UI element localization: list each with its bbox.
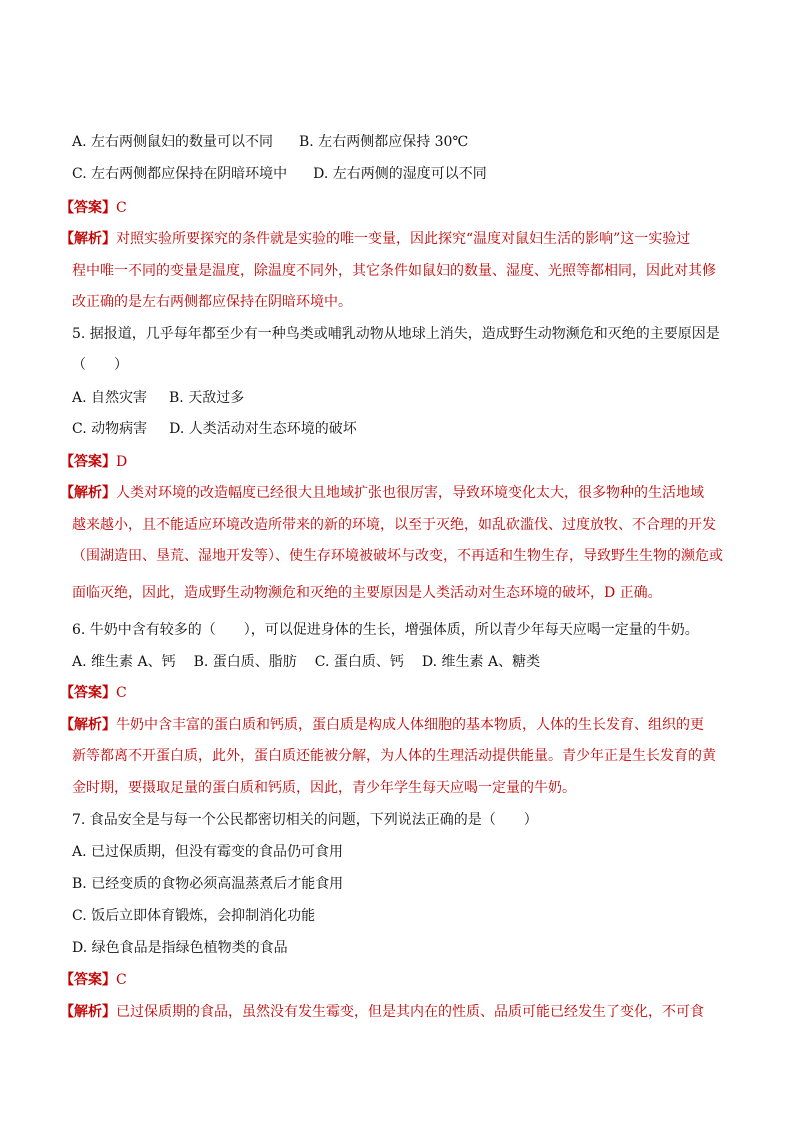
q6-question: 6. 牛奶中含有较多的（ ），可以促进身体的生长，增强体质，所以青少年每天应喝一定量的牛奶。 [72, 622, 699, 638]
analysis-text: 已过保质期的食品，虽然没有发生霉变，但是其内在的性质、品质可能已经发生了变化，不可食 [116, 1004, 704, 1020]
q5-analysis-line-2: 越来越小，且不能适应环境改造所带来的新的环境，以至于灭绝，如乱砍滥伐、过度放牧、不合理的开发 [72, 517, 716, 533]
answer-tag: 【答案】 [60, 972, 116, 988]
q6-answer [60, 683, 127, 703]
analysis-text: 对照实验所要探究的条件就是实验的唯一变量，因此探究“温度对鼠妇生活的影响”这一实验过 [116, 231, 691, 247]
q6-option-b: B. 蛋白质、脂肪 [193, 654, 297, 670]
q7-option-d: D. 绿色食品是指绿色植物类的食品 [72, 940, 288, 956]
q7-option-c: C. 饭后立即体育锻炼，会抑制消化功能 [72, 908, 316, 924]
q4-option-b: B. 左右两侧都应保持 30℃ [299, 134, 469, 150]
q5-analysis-line-1 [60, 483, 704, 503]
q7-option-a: A. 已过保质期，但没有霉变的食品仍可食用 [72, 844, 344, 860]
answer-tag: 【答案】 [60, 454, 116, 470]
q7-question: 7. 食品安全是与每一个公民都密切相关的问题，下列说法正确的是（ ） [72, 812, 538, 828]
analysis-tag: 【解析】 [60, 231, 116, 247]
q4-analysis-line-3: 改正确的是左右两侧都应保持在阴暗环境中。 [72, 294, 352, 310]
answer-value: C [116, 200, 127, 216]
q6-option-d: D. 维生素 A、糖类 [421, 654, 541, 670]
q4-options-row-ab [72, 132, 468, 152]
q7-answer [60, 970, 127, 990]
q5-question-line-1: 5. 据报道，几乎每年都至少有一种鸟类或哺乳动物从地球上消失，造成野生动物濒危和灭绝的主要原因是 [72, 326, 720, 342]
answer-value: C [116, 972, 127, 988]
q6-options-row [72, 652, 540, 672]
analysis-tag: 【解析】 [60, 717, 116, 733]
q4-options-row-cd [72, 164, 487, 184]
analysis-tag: 【解析】 [60, 1004, 116, 1020]
analysis-tag: 【解析】 [60, 485, 116, 501]
answer-value: D [116, 454, 128, 470]
q5-analysis-line-4: 面临灭绝，因此，造成野生动物濒危和灭绝的主要原因是人类活动对生态环境的破坏，D 正确。 [72, 585, 662, 601]
q6-analysis-line-3: 金时期，要摄取足量的蛋白质和钙质，因此，青少年学生每天应喝一定量的牛奶。 [72, 780, 576, 796]
q5-options-row-ab [72, 388, 244, 408]
q5-options-row-cd [72, 419, 357, 439]
answer-tag: 【答案】 [60, 685, 116, 701]
q6-option-a: A. 维生素 A、钙 [72, 654, 176, 670]
q4-option-d: D. 左右两侧的湿度可以不同 [313, 166, 487, 182]
answer-value: C [116, 685, 127, 701]
q4-analysis-line-2: 程中唯一不同的变量是温度，除温度不同外，其它条件如鼠妇的数量、湿度、光照等都相同，因此对其修 [72, 263, 716, 279]
q5-option-d: D. 人类活动对生态环境的破坏 [169, 421, 357, 437]
q5-answer [60, 452, 127, 472]
q6-analysis-line-2: 新等都离不开蛋白质，此外，蛋白质还能被分解，为人体的生理活动提供能量。青少年正是生长发育的黄 [72, 748, 716, 764]
q4-option-a: A. 左右两侧鼠妇的数量可以不同 [72, 134, 274, 150]
answer-tag: 【答案】 [60, 200, 116, 216]
q7-analysis-line-1 [60, 1002, 704, 1022]
analysis-text: 人类对环境的改造幅度已经很大且地域扩张也很厉害，导致环境变化太大，很多物种的生活地域 [116, 485, 704, 501]
q5-option-a: A. 自然灾害 [72, 390, 148, 406]
q6-option-c: C. 蛋白质、钙 [314, 654, 404, 670]
q6-analysis-line-1 [60, 715, 704, 735]
q4-analysis-line-1 [60, 229, 690, 249]
q4-option-c: C. 左右两侧都应保持在阴暗环境中 [72, 166, 288, 182]
q4-answer [60, 198, 127, 218]
q5-option-b: B. 天敌过多 [169, 390, 245, 406]
q5-analysis-line-3: （围湖造田、垦荒、湿地开发等）、使生存环境被破坏与改变，不再适和生物生存，导致野生生物的濒危或 [72, 548, 723, 564]
q5-option-c: C. 动物病害 [72, 421, 148, 437]
analysis-text: 牛奶中含丰富的蛋白质和钙质，蛋白质是构成人体细胞的基本物质，人体的生长发育、组织的更 [116, 717, 704, 733]
q5-question-line-2: （ ） [72, 357, 128, 373]
q7-option-b: B. 已经变质的食物必须高温蒸煮后才能食用 [72, 876, 344, 892]
